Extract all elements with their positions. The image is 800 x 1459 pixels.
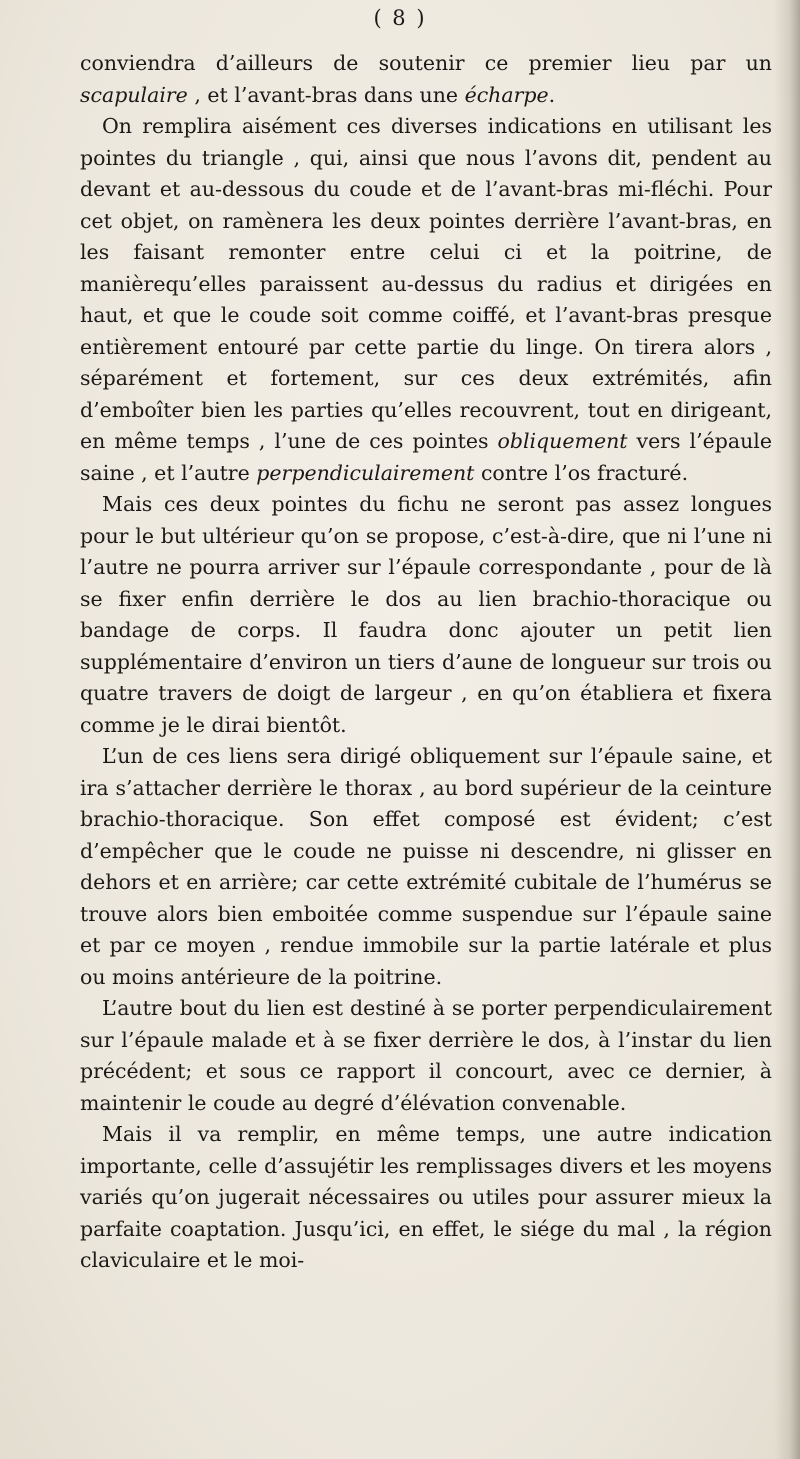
paragraph-6: [80, 1119, 772, 1277]
paragraph-3: [80, 489, 772, 741]
page-number: ( 8 ): [373, 6, 427, 30]
text-run: , et l’avant-bras dans une: [187, 82, 465, 107]
text-run: L’autre bout du lien est destiné à se porter perpendiculairement sur l’épaule malade et à se fixer derrière le dos, à l’instar du lien précédent; et sous ce rapport il concourt, avec ce dernier, à maintenir le coude au degré d’élévation convenable.: [80, 996, 772, 1115]
text-run: Mais il va remplir, en même temps, une autre indication importante, celle d’assujétir les remplissages divers et les moyens variés qu’on jugerait nécessaires ou utiles pour assurer mieux la parfaite coaptation. Jusqu’ici, en effet, le siége du mal , la région claviculaire et le moi-: [80, 1122, 772, 1272]
text-run: vers l’épaule saine , et l’autre: [80, 429, 772, 485]
text-run: .: [548, 82, 556, 107]
italic-term: perpendiculairement: [256, 460, 475, 485]
text-run: L’un de ces liens sera dirigé obliquement sur l’épaule saine, et ira s’attacher derrière le thorax , au bord supérieur de la ceinture brachio-thoracique. Son effet composé est évident; c’est d’empêcher que le coude ne puisse ni descendre, ni glisser en dehors et en arrière; car cette extrémité cubitale de l’humérus se trouve alors bien emboitée comme suspendue sur l’épaule saine et par ce moyen , rendue immobile sur la partie latérale et plus ou moins antérieure de la poitrine.: [80, 744, 772, 989]
paragraph-4: [80, 741, 772, 993]
text-run: contre l’os fracturé.: [474, 460, 689, 485]
text-run: conviendra d’ailleurs de soutenir ce premier lieu par un: [80, 51, 772, 75]
italic-term: scapulaire: [80, 82, 188, 107]
paragraph-5: [80, 993, 772, 1119]
paragraph-1: [80, 48, 772, 111]
page-edge-shadow: [774, 0, 800, 1459]
text-run: Mais ces deux pointes du fichu ne seront pas assez longues pour le but ultérieur qu’on se propose, c’est-à-dire, que ni l’une ni l’autre ne pourra arriver sur l’épaule correspondante , pour de là se fixer enfin derrière le dos au lien brachio-thoracique ou bandage de corps. Il faudra donc ajouter un petit lien supplémentaire d’environ un tiers d’aune de longueur sur trois ou quatre travers de doigt de largeur , en qu’on établiera et fixera comme je le dirai bientôt.: [80, 492, 772, 737]
paragraph-2: [80, 111, 772, 489]
text-run: On remplira aisément ces diverses indications en utilisant les pointes du triangle , qui, ainsi que nous l’avons dit, pendent au devant et au-dessous du coude et de l’avant-bras mi-fléchi. Pour cet objet, on ramènera les deux pointes derrière l’avant-bras, en les faisant remonter entre celui ci et la poitrine, de manièrequ’elles paraissent au-dessus du radius et dirigées en haut, et que le coude soit comme coiffé, et l’avant-bras presque entièrement entouré par cette partie du linge. On tirera alors , séparément et fortement, sur ces deux extrémités, afin d’emboîter bien les parties qu’elles recouvrent, tout en dirigeant, en même temps , l’une de ces pointes: [80, 114, 772, 453]
italic-term: obliquement: [497, 429, 628, 453]
body-text: [80, 48, 772, 1277]
italic-term: écharpe: [464, 82, 549, 107]
